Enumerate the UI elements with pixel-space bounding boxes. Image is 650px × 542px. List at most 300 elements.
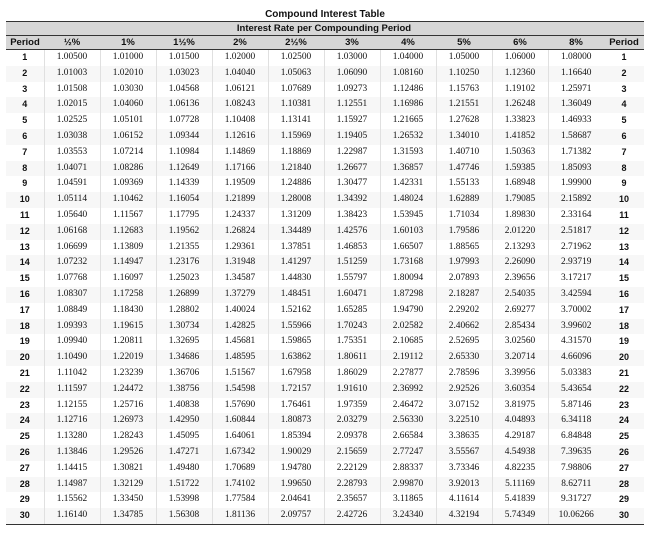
period-cell: 26 xyxy=(604,445,644,461)
table-subtitle: Interest Rate per Compounding Period xyxy=(44,22,604,36)
value-cell: 1.11042 xyxy=(44,366,100,382)
value-cell: 1.02500 xyxy=(268,50,324,66)
value-cell: 2.36992 xyxy=(380,382,436,398)
value-cell: 3.22510 xyxy=(436,413,492,429)
value-cell: 1.16640 xyxy=(548,66,604,82)
value-cell: 1.08286 xyxy=(100,161,156,177)
value-cell: 1.15562 xyxy=(44,492,100,508)
period-cell: 7 xyxy=(6,145,44,161)
table-row xyxy=(6,398,644,414)
value-cell: 1.07768 xyxy=(44,271,100,287)
value-cell: 2.29202 xyxy=(436,303,492,319)
value-cell: 2.13293 xyxy=(492,240,548,256)
period-cell: 1 xyxy=(6,50,44,66)
value-cell: 1.25716 xyxy=(100,398,156,414)
value-cell: 1.06121 xyxy=(212,82,268,98)
value-cell: 1.62889 xyxy=(436,192,492,208)
value-cell: 3.02560 xyxy=(492,334,548,350)
table-body xyxy=(6,50,644,525)
column-header-rate: 5% xyxy=(436,36,492,50)
value-cell: 4.66096 xyxy=(548,350,604,366)
value-cell: 1.03038 xyxy=(44,129,100,145)
value-cell: 1.12551 xyxy=(324,97,380,113)
value-cell: 2.65330 xyxy=(436,350,492,366)
value-cell: 1.99650 xyxy=(268,477,324,493)
value-cell: 1.26899 xyxy=(156,287,212,303)
value-cell: 5.41839 xyxy=(492,492,548,508)
value-cell: 2.39656 xyxy=(492,271,548,287)
value-cell: 1.70689 xyxy=(212,461,268,477)
value-cell: 1.44830 xyxy=(268,271,324,287)
value-cell: 1.80873 xyxy=(268,413,324,429)
value-cell: 1.38423 xyxy=(324,208,380,224)
period-cell: 18 xyxy=(6,319,44,335)
value-cell: 1.91610 xyxy=(324,382,380,398)
table-row xyxy=(6,508,644,524)
table-row xyxy=(6,66,644,82)
period-cell: 11 xyxy=(6,208,44,224)
value-cell: 2.51817 xyxy=(548,224,604,240)
value-cell: 2.18287 xyxy=(436,287,492,303)
value-cell: 1.60103 xyxy=(380,224,436,240)
period-cell: 24 xyxy=(604,413,644,429)
period-cell: 24 xyxy=(6,413,44,429)
value-cell: 1.09369 xyxy=(100,176,156,192)
value-cell: 1.31948 xyxy=(212,255,268,271)
value-cell: 1.26677 xyxy=(324,161,380,177)
table-row xyxy=(6,271,644,287)
value-cell: 1.09273 xyxy=(324,82,380,98)
value-cell: 1.10462 xyxy=(100,192,156,208)
value-cell: 2.46472 xyxy=(380,398,436,414)
value-cell: 1.28243 xyxy=(100,429,156,445)
value-cell: 1.13141 xyxy=(268,113,324,129)
value-cell: 1.08243 xyxy=(212,97,268,113)
value-cell: 1.47746 xyxy=(436,161,492,177)
value-cell: 1.04060 xyxy=(100,97,156,113)
value-cell: 1.03000 xyxy=(324,50,380,66)
table-row xyxy=(6,445,644,461)
value-cell: 4.32194 xyxy=(436,508,492,524)
value-cell: 1.05640 xyxy=(44,208,100,224)
value-cell: 3.70002 xyxy=(548,303,604,319)
period-cell: 27 xyxy=(604,461,644,477)
value-cell: 2.28793 xyxy=(324,477,380,493)
value-cell: 1.14415 xyxy=(44,461,100,477)
column-header-rate: 4% xyxy=(380,36,436,50)
period-cell: 17 xyxy=(604,303,644,319)
period-cell: 4 xyxy=(604,97,644,113)
value-cell: 2.40662 xyxy=(436,319,492,335)
value-cell: 2.22129 xyxy=(324,461,380,477)
value-cell: 1.54598 xyxy=(212,382,268,398)
value-cell: 2.77247 xyxy=(380,445,436,461)
value-cell: 2.85434 xyxy=(492,319,548,335)
value-cell: 1.14947 xyxy=(100,255,156,271)
value-cell: 1.37279 xyxy=(212,287,268,303)
value-cell: 1.23239 xyxy=(100,366,156,382)
value-cell: 1.24886 xyxy=(268,176,324,192)
value-cell: 1.12649 xyxy=(156,161,212,177)
value-cell: 1.36049 xyxy=(548,97,604,113)
value-cell: 1.17795 xyxy=(156,208,212,224)
value-cell: 1.24472 xyxy=(100,382,156,398)
column-header-rate: 8% xyxy=(548,36,604,50)
value-cell: 2.42726 xyxy=(324,508,380,524)
value-cell: 9.31727 xyxy=(548,492,604,508)
value-cell: 1.52162 xyxy=(268,303,324,319)
table-row xyxy=(6,492,644,508)
value-cell: 1.00500 xyxy=(44,50,100,66)
value-cell: 1.19509 xyxy=(212,176,268,192)
value-cell: 1.40024 xyxy=(212,303,268,319)
period-cell: 29 xyxy=(604,492,644,508)
period-cell: 27 xyxy=(6,461,44,477)
value-cell: 2.15659 xyxy=(324,445,380,461)
table-row xyxy=(6,240,644,256)
value-cell: 1.42331 xyxy=(380,176,436,192)
value-cell: 1.25971 xyxy=(548,82,604,98)
value-cell: 1.59865 xyxy=(268,334,324,350)
value-cell: 4.04893 xyxy=(492,413,548,429)
compound-interest-table xyxy=(6,21,644,525)
value-cell: 1.50363 xyxy=(492,145,548,161)
value-cell: 1.04591 xyxy=(44,176,100,192)
value-cell: 7.98806 xyxy=(548,461,604,477)
value-cell: 1.48595 xyxy=(212,350,268,366)
period-cell: 8 xyxy=(6,161,44,177)
table-row xyxy=(6,382,644,398)
value-cell: 2.04641 xyxy=(268,492,324,508)
value-cell: 1.51567 xyxy=(212,366,268,382)
value-cell: 1.03030 xyxy=(100,82,156,98)
period-cell: 7 xyxy=(604,145,644,161)
header-row xyxy=(6,36,644,50)
value-cell: 1.10408 xyxy=(212,113,268,129)
table-row xyxy=(6,113,644,129)
value-cell: 1.85093 xyxy=(548,161,604,177)
period-cell: 19 xyxy=(6,334,44,350)
period-cell: 9 xyxy=(604,176,644,192)
value-cell: 1.02000 xyxy=(212,50,268,66)
value-cell: 3.24340 xyxy=(380,508,436,524)
value-cell: 1.71382 xyxy=(548,145,604,161)
value-cell: 1.06090 xyxy=(324,66,380,82)
value-cell: 1.51259 xyxy=(324,255,380,271)
value-cell: 1.28802 xyxy=(156,303,212,319)
value-cell: 1.19615 xyxy=(100,319,156,335)
value-cell: 1.05114 xyxy=(44,192,100,208)
value-cell: 1.18869 xyxy=(268,145,324,161)
value-cell: 1.19102 xyxy=(492,82,548,98)
value-cell: 2.56330 xyxy=(380,413,436,429)
period-cell: 26 xyxy=(6,445,44,461)
period-cell: 23 xyxy=(6,398,44,414)
value-cell: 1.16140 xyxy=(44,508,100,524)
table-row xyxy=(6,350,644,366)
value-cell: 5.87146 xyxy=(548,398,604,414)
value-cell: 1.18430 xyxy=(100,303,156,319)
value-cell: 6.84848 xyxy=(548,429,604,445)
value-cell: 1.87298 xyxy=(380,287,436,303)
value-cell: 1.28008 xyxy=(268,192,324,208)
period-cell: 28 xyxy=(604,477,644,493)
value-cell: 1.02015 xyxy=(44,97,100,113)
value-cell: 1.17166 xyxy=(212,161,268,177)
value-cell: 2.15892 xyxy=(548,192,604,208)
value-cell: 2.78596 xyxy=(436,366,492,382)
value-cell: 1.30821 xyxy=(100,461,156,477)
table-row xyxy=(6,477,644,493)
value-cell: 1.01500 xyxy=(156,50,212,66)
value-cell: 1.14987 xyxy=(44,477,100,493)
value-cell: 1.34785 xyxy=(100,508,156,524)
value-cell: 3.81975 xyxy=(492,398,548,414)
value-cell: 1.14869 xyxy=(212,145,268,161)
column-header-rate: 1½% xyxy=(156,36,212,50)
value-cell: 1.66507 xyxy=(380,240,436,256)
value-cell: 2.71962 xyxy=(548,240,604,256)
period-cell: 16 xyxy=(6,287,44,303)
value-cell: 1.40838 xyxy=(156,398,212,414)
period-cell: 10 xyxy=(6,192,44,208)
value-cell: 3.73346 xyxy=(436,461,492,477)
value-cell: 1.08000 xyxy=(548,50,604,66)
table-row xyxy=(6,208,644,224)
period-cell: 6 xyxy=(6,129,44,145)
value-cell: 1.34392 xyxy=(324,192,380,208)
value-cell: 1.04040 xyxy=(212,66,268,82)
value-cell: 1.49480 xyxy=(156,461,212,477)
value-cell: 1.13846 xyxy=(44,445,100,461)
value-cell: 1.25023 xyxy=(156,271,212,287)
period-cell: 12 xyxy=(6,224,44,240)
period-cell: 20 xyxy=(6,350,44,366)
value-cell: 1.76461 xyxy=(268,398,324,414)
value-cell: 1.99900 xyxy=(548,176,604,192)
value-cell: 1.13280 xyxy=(44,429,100,445)
value-cell: 3.42594 xyxy=(548,287,604,303)
value-cell: 1.94790 xyxy=(380,303,436,319)
value-cell: 1.41852 xyxy=(492,129,548,145)
table-row xyxy=(6,366,644,382)
value-cell: 1.11567 xyxy=(100,208,156,224)
period-cell: 25 xyxy=(604,429,644,445)
value-cell: 1.29361 xyxy=(212,240,268,256)
period-cell: 1 xyxy=(604,50,644,66)
value-cell: 1.06168 xyxy=(44,224,100,240)
value-cell: 1.34587 xyxy=(212,271,268,287)
value-cell: 1.27628 xyxy=(436,113,492,129)
value-cell: 1.71034 xyxy=(436,208,492,224)
table-row xyxy=(6,145,644,161)
value-cell: 2.88337 xyxy=(380,461,436,477)
value-cell: 1.89830 xyxy=(492,208,548,224)
column-header-period: Period xyxy=(6,36,44,50)
value-cell: 1.12360 xyxy=(492,66,548,82)
value-cell: 1.02525 xyxy=(44,113,100,129)
value-cell: 1.38756 xyxy=(156,382,212,398)
value-cell: 5.74349 xyxy=(492,508,548,524)
value-cell: 1.72157 xyxy=(268,382,324,398)
period-cell: 12 xyxy=(604,224,644,240)
value-cell: 3.11865 xyxy=(380,492,436,508)
value-cell: 1.03553 xyxy=(44,145,100,161)
value-cell: 2.19112 xyxy=(380,350,436,366)
value-cell: 1.29526 xyxy=(100,445,156,461)
value-cell: 1.59385 xyxy=(492,161,548,177)
value-cell: 4.11614 xyxy=(436,492,492,508)
value-cell: 1.51722 xyxy=(156,477,212,493)
value-cell: 1.10250 xyxy=(436,66,492,82)
value-cell: 1.34489 xyxy=(268,224,324,240)
value-cell: 3.92013 xyxy=(436,477,492,493)
value-cell: 1.14339 xyxy=(156,176,212,192)
period-cell: 5 xyxy=(6,113,44,129)
value-cell: 1.21551 xyxy=(436,97,492,113)
period-cell: 21 xyxy=(6,366,44,382)
period-cell: 20 xyxy=(604,350,644,366)
value-cell: 1.60471 xyxy=(324,287,380,303)
value-cell: 4.54938 xyxy=(492,445,548,461)
value-cell: 1.21355 xyxy=(156,240,212,256)
value-cell: 1.79586 xyxy=(436,224,492,240)
period-cell: 13 xyxy=(604,240,644,256)
value-cell: 2.52695 xyxy=(436,334,492,350)
column-header-rate: 6% xyxy=(492,36,548,50)
value-cell: 1.33450 xyxy=(100,492,156,508)
value-cell: 1.45681 xyxy=(212,334,268,350)
period-cell: 29 xyxy=(6,492,44,508)
value-cell: 2.10685 xyxy=(380,334,436,350)
column-header-rate: 3% xyxy=(324,36,380,50)
value-cell: 2.33164 xyxy=(548,208,604,224)
value-cell: 1.30734 xyxy=(156,319,212,335)
period-cell: 15 xyxy=(6,271,44,287)
value-cell: 1.34686 xyxy=(156,350,212,366)
value-cell: 1.85394 xyxy=(268,429,324,445)
value-cell: 1.10381 xyxy=(268,97,324,113)
value-cell: 1.07689 xyxy=(268,82,324,98)
value-cell: 3.20714 xyxy=(492,350,548,366)
value-cell: 4.82235 xyxy=(492,461,548,477)
value-cell: 1.48024 xyxy=(380,192,436,208)
value-cell: 5.11169 xyxy=(492,477,548,493)
value-cell: 1.08307 xyxy=(44,287,100,303)
value-cell: 1.64061 xyxy=(212,429,268,445)
value-cell: 1.86029 xyxy=(324,366,380,382)
value-cell: 1.41297 xyxy=(268,255,324,271)
value-cell: 2.92526 xyxy=(436,382,492,398)
value-cell: 1.06000 xyxy=(492,50,548,66)
value-cell: 1.48451 xyxy=(268,287,324,303)
value-cell: 2.26090 xyxy=(492,255,548,271)
value-cell: 1.55133 xyxy=(436,176,492,192)
value-cell: 1.32695 xyxy=(156,334,212,350)
value-cell: 1.79085 xyxy=(492,192,548,208)
period-cell: 21 xyxy=(604,366,644,382)
value-cell: 1.70243 xyxy=(324,319,380,335)
value-cell: 1.04568 xyxy=(156,82,212,98)
value-cell: 1.74102 xyxy=(212,477,268,493)
period-cell: 30 xyxy=(6,508,44,524)
value-cell: 1.10984 xyxy=(156,145,212,161)
table-row xyxy=(6,287,644,303)
period-cell: 18 xyxy=(604,319,644,335)
period-cell: 23 xyxy=(604,398,644,414)
value-cell: 1.09940 xyxy=(44,334,100,350)
value-cell: 1.12716 xyxy=(44,413,100,429)
column-header-period: Period xyxy=(604,36,644,50)
column-header-rate: 2% xyxy=(212,36,268,50)
period-cell: 2 xyxy=(6,66,44,82)
value-cell: 1.97359 xyxy=(324,398,380,414)
value-cell: 1.77584 xyxy=(212,492,268,508)
value-cell: 1.06699 xyxy=(44,240,100,256)
value-cell: 1.07728 xyxy=(156,113,212,129)
value-cell: 1.73168 xyxy=(380,255,436,271)
value-cell: 1.11597 xyxy=(44,382,100,398)
value-cell: 1.46933 xyxy=(548,113,604,129)
value-cell: 1.53945 xyxy=(380,208,436,224)
value-cell: 1.02010 xyxy=(100,66,156,82)
value-cell: 1.26824 xyxy=(212,224,268,240)
value-cell: 2.93719 xyxy=(548,255,604,271)
value-cell: 1.46853 xyxy=(324,240,380,256)
value-cell: 1.53998 xyxy=(156,492,212,508)
table-title: Compound Interest Table xyxy=(265,9,385,20)
value-cell: 1.47271 xyxy=(156,445,212,461)
period-cell: 6 xyxy=(604,129,644,145)
value-cell: 1.04071 xyxy=(44,161,100,177)
value-cell: 3.39956 xyxy=(492,366,548,382)
value-cell: 2.35657 xyxy=(324,492,380,508)
value-cell: 1.15763 xyxy=(436,82,492,98)
value-cell: 1.26248 xyxy=(492,97,548,113)
value-cell: 1.04000 xyxy=(380,50,436,66)
table-row xyxy=(6,319,644,335)
value-cell: 2.54035 xyxy=(492,287,548,303)
value-cell: 2.03279 xyxy=(324,413,380,429)
table-row xyxy=(6,334,644,350)
value-cell: 1.68948 xyxy=(492,176,548,192)
value-cell: 2.27877 xyxy=(380,366,436,382)
value-cell: 7.39635 xyxy=(548,445,604,461)
value-cell: 1.58687 xyxy=(548,129,604,145)
period-cell: 3 xyxy=(6,82,44,98)
value-cell: 1.22019 xyxy=(100,350,156,366)
value-cell: 1.01000 xyxy=(100,50,156,66)
table-row xyxy=(6,82,644,98)
value-cell: 2.69277 xyxy=(492,303,548,319)
value-cell: 1.90029 xyxy=(268,445,324,461)
table-row xyxy=(6,224,644,240)
table-row xyxy=(6,97,644,113)
column-header-rate: ½% xyxy=(44,36,100,50)
value-cell: 1.30477 xyxy=(324,176,380,192)
value-cell: 2.02582 xyxy=(380,319,436,335)
value-cell: 1.94780 xyxy=(268,461,324,477)
value-cell: 3.07152 xyxy=(436,398,492,414)
period-cell: 11 xyxy=(604,208,644,224)
value-cell: 4.29187 xyxy=(492,429,548,445)
table-row xyxy=(6,192,644,208)
value-cell: 1.06152 xyxy=(100,129,156,145)
value-cell: 1.88565 xyxy=(436,240,492,256)
value-cell: 1.36857 xyxy=(380,161,436,177)
value-cell: 1.05101 xyxy=(100,113,156,129)
value-cell: 1.63862 xyxy=(268,350,324,366)
